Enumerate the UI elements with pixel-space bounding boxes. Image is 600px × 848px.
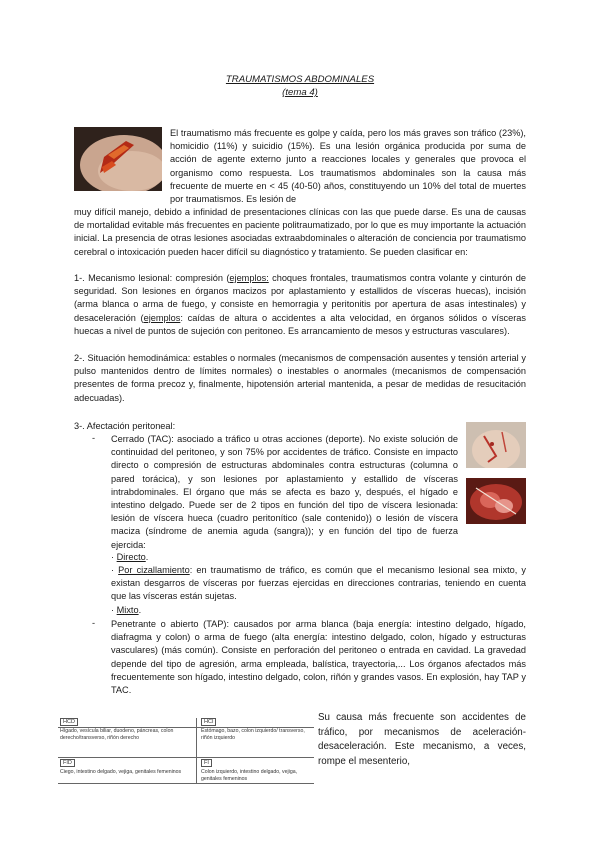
section-peritoneal-heading: 3-. Afectación peritoneal: [74, 421, 176, 431]
page-title: TRAUMATISMOS ABDOMINALES [225, 74, 375, 85]
intro-paragraph: El traumatismo más frecuente es golpe y caída, pero los más graves son tráfico (23%), homicidio (11%) y suicidio (15%). Es una lesión orgánica producida por suma de acción de agente externo junto a reacciones locales y generales que provoca el organismo como respuesta. Los traumatismos abdominales son la causa más frecuente de muerte en < 45 (40-50) años, constituyendo un 10% del total de muertes por traumatismos. Es lesión de [170, 128, 526, 205]
section-mechanism: 1-. Mecanismo lesional: compresión (ejemplos: choques frontales, traumatismos contra volante y cinturón de seguridad. Son lesiones en órganos macizos por aplastamiento y estallidos de vísceras huecas), incisión (arma blanca o arma de fuego, y consiste en hemorragia y peritonitis por apertura de asas intestinales) y desaceleración (ejemplos: caídas de altura o accidentes a alta velocidad, en órganos sólidos o vísceras huecas a nivel de puntos de sujeción con peritoneo. Es arrancamiento de mesos y estructuras vasculares). [74, 273, 527, 336]
quadrant-text-fi: Colon izquierdo, intestino delgado, vejiga, genitales femeninos [201, 769, 298, 782]
open-trauma-paragraph: Penetrante o abierto (TAP): causados por arma blanca (baja energía: intestino delgado, hígado, diafragma y colon) o arma de fuego (alta energía: intestino delgado, colon, hígado y estructuras vasculares) (más común). Consiste en perforación del peritoneo o entrada en cavidad. La gravedad depende del tipo de agresión, arma empleada, balística, trayectoria,... Los órganos afectados más frecuentemente son hígado, intestino delgado, colon, riñón y grandes vasos. En explosión, hay TAP y TAC. [111, 619, 526, 696]
force-direct: · Directo. [111, 552, 149, 562]
force-mixed: · Mixto. [111, 605, 142, 615]
quadrant-label-hci: HCI [201, 718, 216, 726]
quadrant-text-hci: Estómago, bazo, colon izquierdo/ transverso, riñón izquierdo [201, 728, 305, 741]
closed-trauma-paragraph: Cerrado (TAC): asociado a tráfico u otras acciones (deporte). No existe solución de continuidad del peritoneo, y son 75% por accidentes de tráfico. Consiste en impacto directo o compresión de estructuras abdominales contra estructuras (columna o pared torácica), y son lesiones por aplastamiento y estallido de vísceras intrabdominales. El órgano que más se afecta es bazo y, después, el hígado e intestino delgado. Puede ser de 2 tipos en función del tipo de víscera lesionada: lesión de víscera hueca (cuadro peritonítico (sale contenido)) o lesión de víscera maciza (síndrome de anemia aguda (sangra)); y en función del tipo de fuerza ejercida: [111, 434, 458, 550]
wound-photo [74, 127, 162, 191]
intro-paragraph-continued: muy difícil manejo, debido a infinidad de presentaciones clínicas con las que puede darse. Es una de causas de mortalidad evitable más frecuentes en paciente politraumatizado, por lo que es muy importante la actuación inicial. La presencia de otras lesiones asociadas extraabdominales o alteración de conciencia por traumatismo cerebral o intoxicación pueden hacer difícil su diagnóstico y tratamiento. Se pueden clasificar en: [74, 207, 526, 257]
bullet-dash-tap: - [92, 618, 96, 628]
force-shear: · Por cizallamiento: en traumatismo de tráfico, es común que el mecanismo lesional sea mixto, y existan desgarros de vísceras por fuerzas ejercidas en direcciones contrarias, teniendo en cuenta que las vísceras están sujetas. [111, 565, 526, 602]
quadrant-text-hcd: Hígado, vesícula biliar, duodeno, páncreas, colon derecho/transverso, riñón derecho [60, 728, 174, 741]
quadrant-label-fi: FI [201, 759, 212, 767]
torso-photo [466, 422, 526, 468]
section-hemodynamic: 2-. Situación hemodinámica: estables o normales (mecanismos de compensación ausentes y tensión arterial y pulso mantenidos dentro de límites normales) o inestables o anormales (mecanismos de compensación presentes de forma precoz y, finalmente, hipotensión arterial mantenida, a pesar de medidas de resucitación adecuadas). [74, 353, 526, 403]
page-subtitle: (tema 4) [282, 87, 318, 98]
quadrant-label-fid: FID [60, 759, 75, 767]
bullet-dash-tac: - [92, 433, 96, 443]
closing-paragraph: Su causa más frecuente son accidentes de tráfico, por mecanismos de aceleración-desaceleración. Este mecanismo, a veces, rompe el mesenterio, [318, 712, 526, 767]
quadrant-text-fid: Ciego, intestino delgado, vejiga, genitales femeninos [60, 769, 182, 775]
quadrant-label-hcd: HCD [60, 718, 78, 726]
surgery-photo [466, 478, 526, 524]
